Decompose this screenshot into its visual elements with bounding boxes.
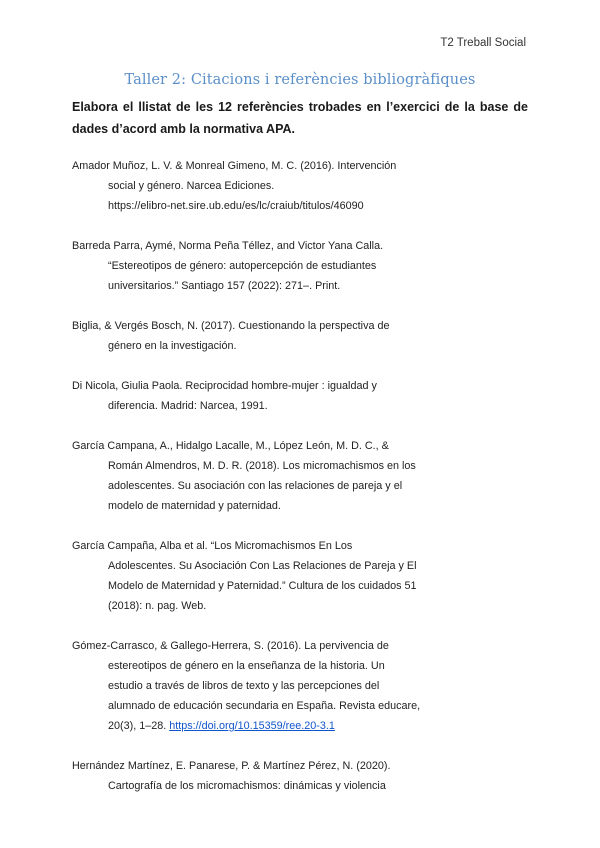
- reference-item: [72, 376, 528, 416]
- reference-line: adolescentes. Su asociación con las relaciones de pareja y el: [108, 480, 403, 492]
- reference-line: modelo de maternidad y paternidad.: [108, 500, 281, 512]
- reference-line: Román Almendros, M. D. R. (2018). Los micromachismos en los: [108, 460, 416, 472]
- reference-line: alumnado de educación secundaria en España. Revista educare,: [108, 700, 421, 712]
- reference-line: Biglia, & Vergés Bosch, N. (2017). Cuestionando la perspectiva de: [72, 320, 390, 332]
- reference-item: [72, 156, 528, 216]
- reference-line: “Estereotipos de género: autopercepción de estudiantes: [108, 260, 377, 272]
- reference-line: social y género. Narcea Ediciones.: [108, 180, 275, 192]
- reference-line: García Campana, A., Hidalgo Lacalle, M., López León, M. D. C., &: [72, 440, 389, 452]
- reference-line: género en la investigación.: [108, 340, 237, 352]
- reference-line: diferencia. Madrid: Narcea, 1991.: [108, 400, 268, 412]
- reference-line: Barreda Parra, Aymé, Norma Peña Téllez, and Victor Yana Calla.: [72, 240, 384, 252]
- reference-line: (2018): n. pag. Web.: [108, 600, 207, 612]
- reference-list: [72, 156, 528, 816]
- document-title: Taller 2: Citacions i referències bibliogràfiques: [124, 72, 476, 88]
- reference-line: universitarios.” Santiago 157 (2022): 271–. Print.: [108, 280, 341, 292]
- reference-item: [72, 236, 528, 296]
- reference-line: Di Nicola, Giulia Paola. Reciprocidad hombre-mujer : igualdad y: [72, 380, 377, 392]
- reference-line: Amador Muñoz, L. V. & Monreal Gimeno, M. C. (2016). Intervención: [72, 160, 397, 172]
- reference-line: Gómez-Carrasco, & Gallego-Herrera, S. (2016). La pervivencia de: [72, 640, 389, 652]
- reference-line: Cartografía de los micromachismos: dinámicas y violencia: [108, 780, 386, 792]
- reference-item: [72, 316, 528, 356]
- reference-line: Modelo de Maternidad y Paternidad.” Cultura de los cuidados 51: [108, 580, 417, 592]
- reference-line: estereotipos de género en la enseñanza de la historia. Un: [108, 660, 385, 672]
- reference-line-text: 20(3), 1–28.: [108, 720, 167, 732]
- instruction-text: Elabora el llistat de les 12 referències trobades en l’exercici de la base de dades d’acord amb la normativa APA.: [72, 100, 528, 136]
- reference-line: estudio a través de libros de texto y las percepciones del: [108, 680, 380, 692]
- reference-item: [72, 536, 528, 616]
- reference-line-with-link: [72, 716, 528, 736]
- doi-link[interactable]: https://doi.org/10.15359/ree.20-3.1: [169, 720, 335, 732]
- reference-item: [72, 436, 528, 516]
- reference-line: García Campaña, Alba et al. “Los Micromachismos En Los: [72, 540, 353, 552]
- reference-line: https://elibro-net.sire.ub.edu/es/lc/craiub/titulos/46090: [108, 200, 364, 212]
- reference-item: [72, 636, 528, 736]
- page-header: T2 Treball Social: [440, 37, 526, 49]
- reference-line: Hernández Martínez, E. Panarese, P. & Martínez Pérez, N. (2020).: [72, 760, 391, 772]
- reference-line: Adolescentes. Su Asociación Con Las Relaciones de Pareja y El: [108, 560, 417, 572]
- reference-item: [72, 756, 528, 796]
